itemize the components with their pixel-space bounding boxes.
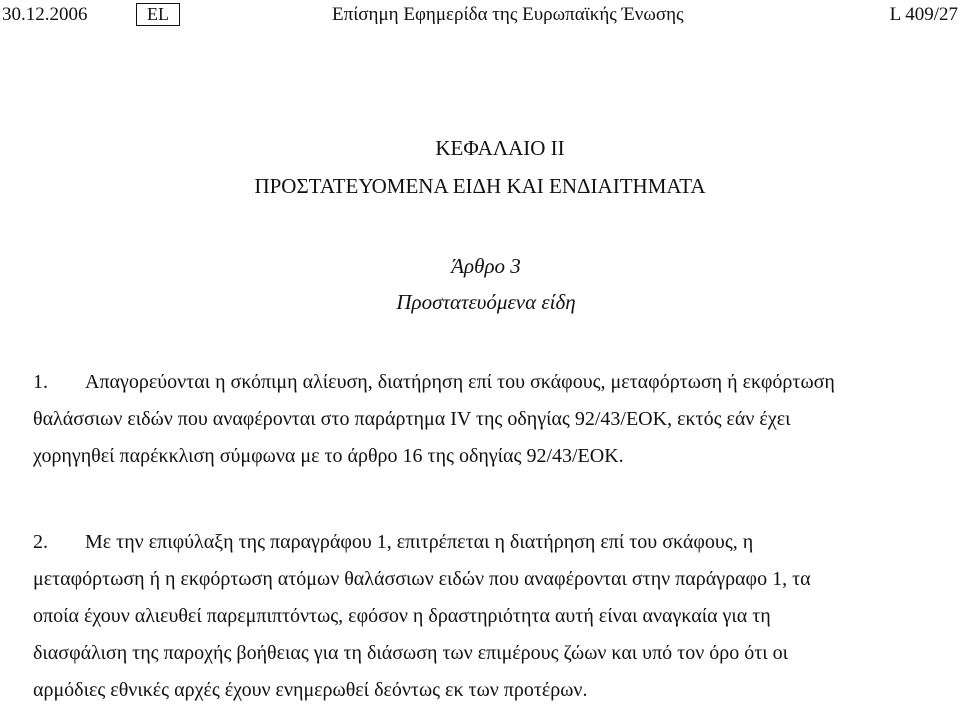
paragraph-line: οποία έχουν αλιευθεί παρεμπιπτόντως, εφόσον η δραστηριότητα αυτή είναι αναγκαία για τη	[33, 605, 771, 627]
paragraph-text: Απαγορεύονται η σκόπιμη αλίευση, διατήρηση επί του σκάφους, μεταφόρτωση ή εκφόρτωση	[85, 371, 835, 393]
paragraph-line: διασφάλιση της παροχής βοήθειας για τη διάσωση των επιμέρους ζώων και υπό τον όρο ότι οι	[33, 642, 789, 664]
journal-title: Επίσημη Εφημερίδα της Ευρωπαϊκής Ένωσης	[332, 4, 684, 25]
article-number: Άρθρο 3	[451, 254, 521, 278]
paragraph-number: 1.	[33, 371, 48, 393]
paragraph-number: 2.	[33, 531, 48, 553]
paragraph-line	[33, 524, 933, 561]
page-header	[0, 2, 960, 28]
chapter-number: ΚΕΦΑΛΑΙΟ II	[435, 136, 565, 160]
paragraph-1	[33, 364, 933, 475]
language-badge: EL	[136, 3, 180, 26]
paragraph-line: αρμόδιες εθνικές αρχές έχουν ενημερωθεί δεόντως εκ των προτέρων.	[33, 679, 588, 701]
publication-date: 30.12.2006	[2, 4, 88, 25]
paragraph-text: Με την επιφύλαξη της παραγράφου 1, επιτρέπεται η διατήρηση επί του σκάφους, η	[85, 531, 754, 553]
chapter-title: ΠΡΟΣΤΑΤΕΥΟΜΕΝΑ ΕΙΔΗ ΚΑΙ ΕΝΔΙΑΙΤΗΜΑΤΑ	[254, 174, 706, 198]
paragraph-line: χορηγηθεί παρέκκλιση σύμφωνα με το άρθρο 16 της οδηγίας 92/43/ΕΟΚ.	[33, 445, 624, 467]
page-reference: L 409/27	[889, 4, 958, 25]
paragraph-line	[33, 364, 933, 401]
paragraph-line: θαλάσσιων ειδών που αναφέρονται στο παράρτημα IV της οδηγίας 92/43/ΕΟΚ, εκτός εάν έχει	[33, 408, 791, 430]
paragraph-line: μεταφόρτωση ή η εκφόρτωση ατόμων θαλάσσιων ειδών που αναφέρονται στην παράγραφο 1, τα	[33, 568, 811, 590]
paragraph-2	[33, 524, 933, 709]
article-title: Προστατευόμενα είδη	[396, 290, 576, 314]
